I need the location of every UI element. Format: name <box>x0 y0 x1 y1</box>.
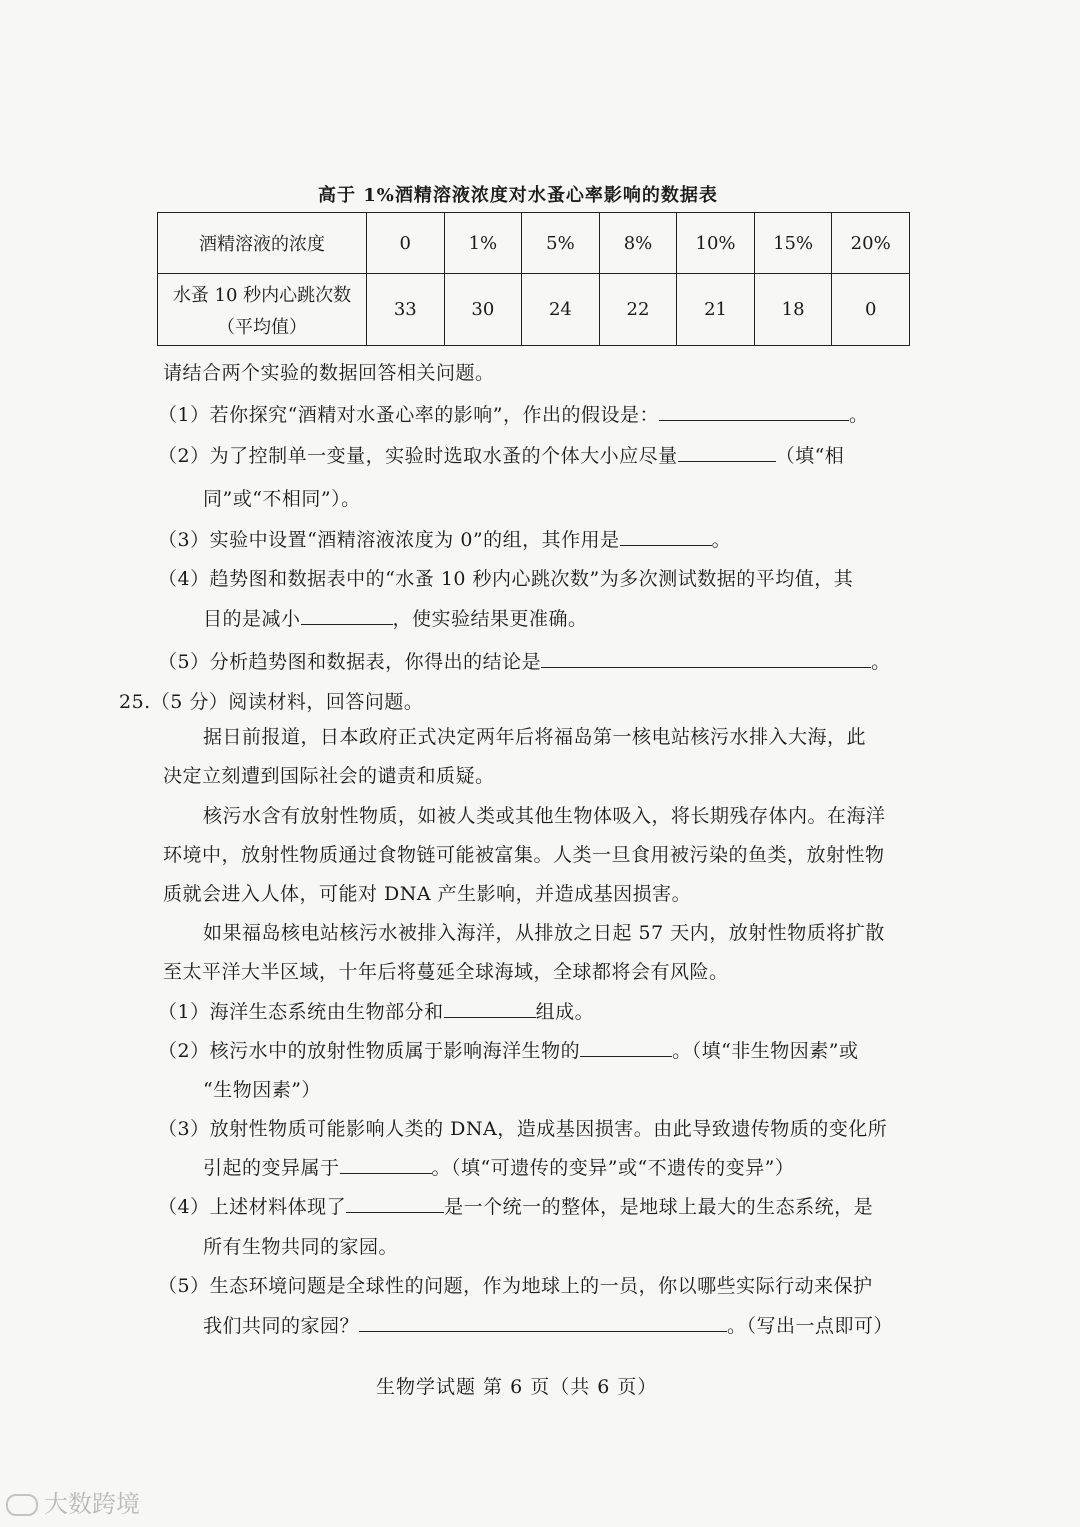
intro-text: 请结合两个实验的数据回答相关问题。 <box>163 362 495 384</box>
q24-5-text: （5）分析趋势图和数据表，你得出的结论是 <box>158 651 542 673</box>
q24-3-end: 。 <box>711 529 732 551</box>
table-cell: 21 <box>677 274 755 346</box>
q25-4-text: （4）上述材料体现了 <box>158 1196 347 1218</box>
table-cell: 5% <box>522 213 600 274</box>
table-cell: 24 <box>522 274 600 346</box>
q25-3-line2 <box>203 1153 794 1180</box>
table-cell: 30 <box>444 274 522 346</box>
data-table <box>157 212 910 346</box>
q25-para1-line1: 据日前报道，日本政府正式决定两年后将福岛第一核电站核污水排入大海，此 <box>203 726 867 748</box>
answer-blank[interactable] <box>678 443 776 462</box>
q24-4-b: ，使实验结果更准确。 <box>392 608 588 630</box>
answer-blank[interactable] <box>340 1155 432 1174</box>
q25-4 <box>158 1192 873 1219</box>
logo-icon <box>6 1494 38 1516</box>
row-header-line1: 水蚤 10 秒内心跳次数 <box>172 284 352 306</box>
answer-blank[interactable] <box>541 649 871 668</box>
answer-blank[interactable] <box>580 1038 672 1057</box>
q25-para3-line2: 至太平洋大半区域，十年后将蔓延全球海域，全球都将会有风险。 <box>163 961 729 983</box>
answer-blank[interactable] <box>301 606 393 625</box>
q24-5-end: 。 <box>871 651 891 673</box>
q25-para2-line3: 质就会进入人体，可能对 DNA 产生影响，并造成基因损害。 <box>163 883 692 905</box>
watermark-text: 大数跨境 <box>44 1490 140 1518</box>
table-cell: 1% <box>444 213 522 274</box>
q25-para2-line1: 核污水含有放射性物质，如被人类或其他生物体吸入，将长期残存体内。在海洋 <box>203 805 886 827</box>
q25-5-a: 我们共同的家园？ <box>203 1315 360 1337</box>
q25-para3-line1: 如果福岛核电站核污水被排入海洋，从排放之日起 57 天内，放射性物质将扩散 <box>203 922 885 944</box>
q24-3 <box>158 525 731 552</box>
q24-3-text: （3）实验中设置“酒精溶液浓度为 0”的组，其作用是 <box>158 529 620 551</box>
q25-1 <box>158 997 594 1024</box>
answer-blank[interactable] <box>444 999 536 1018</box>
q24-1-text: （1）若你探究“酒精对水蚤心率的影响”，作出的假设是： <box>158 404 660 426</box>
q24-4-a: 目的是减小 <box>203 608 301 630</box>
answer-blank[interactable] <box>346 1194 444 1213</box>
answer-blank[interactable] <box>620 527 712 546</box>
q25-3-b: 。（填“可遗传的变异”或“不遗传的变异”） <box>431 1157 795 1179</box>
page-footer: 生物学试题 第 6 页（共 6 页） <box>376 1376 658 1398</box>
q25-2-text: （2）核污水中的放射性物质属于影响海洋生物的 <box>158 1040 581 1062</box>
q25-heading: 25.（5 分）阅读材料，回答问题。 <box>119 691 424 713</box>
q25-1-text: （1）海洋生态系统由生物部分和 <box>158 1001 444 1023</box>
table-cell: 20% <box>832 213 910 274</box>
table-cell: 8% <box>599 213 677 274</box>
table-cell: 18 <box>754 274 832 346</box>
table-cell: 0 <box>832 274 910 346</box>
answer-blank[interactable] <box>359 1313 727 1332</box>
q25-3-line1: （3）放射性物质可能影响人类的 DNA，造成基因损害。由此导致遗传物质的变化所 <box>158 1118 888 1140</box>
q24-4-line1: （4）趋势图和数据表中的“水蚤 10 秒内心跳次数”为多次测试数据的平均值，其 <box>158 568 854 590</box>
q24-1 <box>158 400 869 427</box>
table-cell: 33 <box>367 274 445 346</box>
q24-2 <box>158 441 844 468</box>
table-cell: 0 <box>367 213 445 274</box>
q25-2-line2: “生物因素”） <box>203 1079 321 1101</box>
q25-4-end: 是一个统一的整体，是地球上最大的生态系统，是 <box>444 1196 874 1218</box>
table-row <box>158 274 910 346</box>
row-header-heartbeat <box>158 274 367 346</box>
watermark-logo <box>6 1484 140 1519</box>
table-caption: 高于 1%酒精溶液浓度对水蚤心率影响的数据表 <box>318 185 718 206</box>
q25-5-line2 <box>203 1311 893 1338</box>
q25-1-end: 组成。 <box>535 1001 595 1023</box>
q25-2 <box>158 1036 859 1063</box>
table-row <box>158 213 910 274</box>
q25-2-end: 。（填“非生物因素”或 <box>672 1040 859 1062</box>
q25-4-line2: 所有生物共同的家园。 <box>203 1236 399 1258</box>
q25-5-b: 。（写出一点即可） <box>727 1315 894 1337</box>
table-cell: 15% <box>754 213 832 274</box>
table-cell: 22 <box>599 274 677 346</box>
q25-para1-line2: 决定立刻遭到国际社会的谴责和质疑。 <box>163 765 495 787</box>
q24-1-end: 。 <box>849 404 869 426</box>
q25-3-a: 引起的变异属于 <box>203 1157 340 1179</box>
answer-blank[interactable] <box>659 402 849 421</box>
q24-2-text: （2）为了控制单一变量，实验时选取水蚤的个体大小应尽量 <box>158 445 678 467</box>
q25-5-line1: （5）生态环境问题是全球性的问题，作为地球上的一员，你以哪些实际行动来保护 <box>158 1275 873 1297</box>
q24-5 <box>158 647 891 674</box>
q24-2-tail: （填“相 <box>775 445 845 467</box>
q24-4-line2 <box>203 604 588 631</box>
row-header-line2: （平均值） <box>217 316 307 338</box>
q25-para2-line2: 环境中，放射性物质通过食物链可能被富集。人类一旦食用被污染的鱼类，放射性物 <box>163 844 885 866</box>
q24-2-line2: 同”或“不相同”）。 <box>203 488 361 510</box>
row-header-concentration: 酒精溶液的浓度 <box>158 213 367 274</box>
table-cell: 10% <box>677 213 755 274</box>
